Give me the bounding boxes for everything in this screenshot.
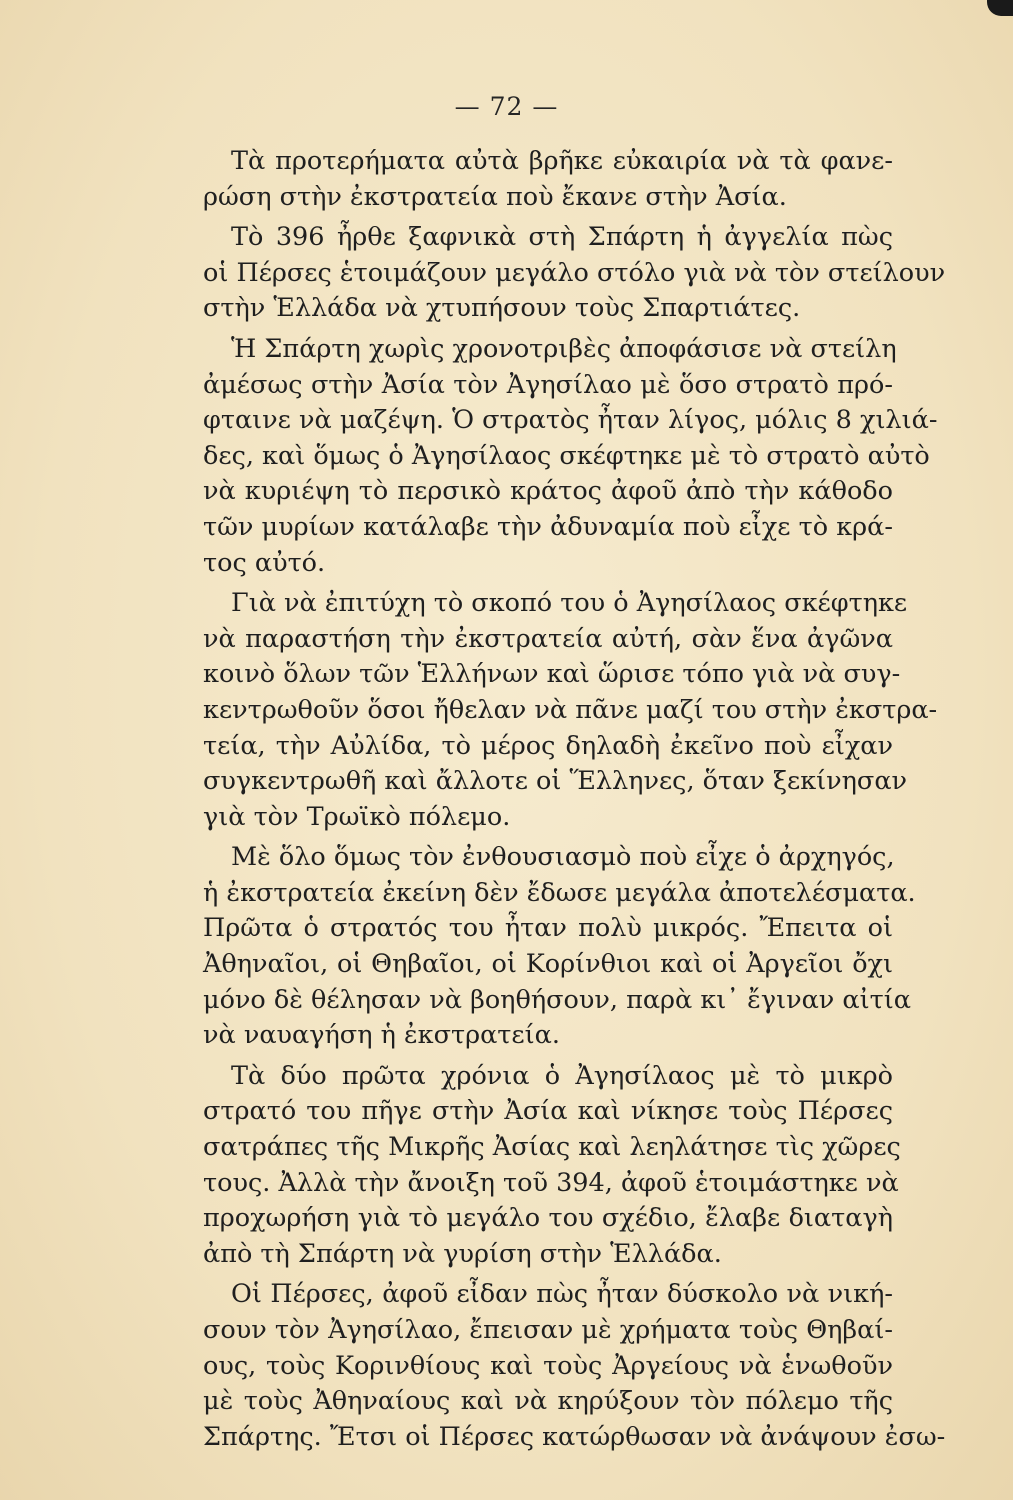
paragraph — [203, 332, 938, 581]
text-line: συγκεντρωθῆ καὶ ἄλλοτε οἱ Ἕλληνες, ὅταν ξεκίνησαν — [203, 766, 908, 797]
text-line: Γιὰ νὰ ἐπιτύχη τὸ σκοπό του ὁ Ἀγησίλαος σκέφτηκε — [231, 588, 908, 619]
text-line: στρατό του πῆγε στὴν Ἀσία καὶ νίκησε τοὺς Πέρσες — [203, 1096, 893, 1127]
text-line: προχωρήση γιὰ τὸ μεγάλο του σχέδιο, ἔλαβε διαταγὴ — [203, 1203, 893, 1234]
text-line: γιὰ τὸν Τρωϊκὸ πόλεμο. — [203, 801, 511, 832]
text-line: Οἱ Πέρσες, ἀφοῦ εἶδαν πὼς ἦταν δύσκολο νὰ νική- — [231, 1279, 893, 1310]
text-line: κοινὸ ὅλων τῶν Ἑλλήνων καὶ ὥρισε τόπο γιὰ νὰ συγ- — [203, 659, 901, 690]
text-line: Τὸ 396 ἦρθε ξαφνικὰ στὴ Σπάρτη ἡ ἀγγελία πὼς — [231, 222, 893, 253]
text-line: Μὲ ὅλο ὅμως τὸν ἐνθουσιασμὸ ποὺ εἶχε ὁ ἀρχηγός, — [231, 842, 895, 873]
body-text — [203, 144, 946, 1455]
text-line: Ἀθηναῖοι, οἱ Θηβαῖοι, οἱ Κορίνθιοι καὶ οἱ Ἀργεῖοι ὄχι — [203, 949, 893, 980]
text-line: Τὰ δύο πρῶτα χρόνια ὁ Ἀγησίλαος μὲ τὸ μικρὸ — [231, 1060, 893, 1091]
paragraph — [203, 1277, 946, 1455]
paragraph — [203, 586, 938, 835]
text-line: Σπάρτης. Ἔτσι οἱ Πέρσες κατώρθωσαν νὰ ἀνάψουν ἐσω- — [203, 1421, 946, 1452]
text-line: ἡ ἐκστρατεία ἐκείνη δὲν ἔδωσε μεγάλα ἀποτελέσματα. — [203, 877, 916, 908]
paragraph — [203, 220, 946, 327]
text-line: νὰ ναυαγήση ἡ ἐκστρατεία. — [203, 1020, 560, 1051]
text-line: φταινε νὰ μαζέψη. Ὁ στρατὸς ἦταν λίγος, μόλις 8 χιλιά- — [203, 405, 938, 436]
text-line: Τὰ προτερήματα αὐτὰ βρῆκε εὐκαιρία νὰ τὰ φανε- — [231, 146, 893, 176]
text-line: ἀπὸ τὴ Σπάρτη νὰ γυρίση στὴν Ἑλλάδα. — [203, 1238, 722, 1269]
text-line: μόνο δὲ θέλησαν νὰ βοηθήσουν, παρὰ κι᾿ ἔγιναν αἰτία — [203, 984, 911, 1015]
text-line: δες, καὶ ὅμως ὁ Ἀγησίλαος σκέφτηκε μὲ τὸ στρατὸ αὐτὸ — [203, 440, 930, 471]
text-line: τεία, τὴν Αὐλίδα, τὸ μέρος δηλαδὴ ἐκεῖνο ποὺ εἶχαν — [203, 730, 893, 761]
text-line: μὲ τοὺς Ἀθηναίους καὶ νὰ κηρύξουν τὸν πόλεμο τῆς — [203, 1386, 893, 1417]
paragraph — [203, 1059, 901, 1273]
text-line: κεντρωθοῦν ὅσοι ἤθελαν νὰ πᾶνε μαζί του στὴν ἐκστρα- — [203, 694, 938, 725]
text-line: τους. Ἀλλὰ τὴν ἄνοιξη τοῦ 394, ἀφοῦ ἑτοιμάστηκε νὰ — [203, 1167, 899, 1198]
page-number: — 72 — — [454, 92, 559, 121]
text-line: ους, τοὺς Κορινθίους καὶ τοὺς Ἀργείους νὰ ἑνωθοῦν — [203, 1350, 893, 1381]
paragraph — [203, 840, 916, 1054]
text-line: Ἡ Σπάρτη χωρὶς χρονοτριβὲς ἀποφάσισε νὰ στείλη — [231, 333, 897, 364]
text-line: τῶν μυρίων κατάλαβε τὴν ἀδυναμία ποὺ εἶχε τὸ κρά- — [203, 511, 893, 542]
text-line: οἱ Πέρσες ἑτοιμάζουν μεγάλο στόλο γιὰ νὰ τὸν στείλουν — [203, 257, 946, 288]
text-line: νὰ παραστήση τὴν ἐκστρατεία αὐτή, σὰν ἕνα ἀγῶνα — [203, 623, 893, 654]
paragraph — [203, 144, 893, 215]
text-line: σατράπες τῆς Μικρῆς Ἀσίας καὶ λεηλάτησε τὶς χῶρες — [203, 1132, 901, 1163]
text-line: σουν τὸν Ἀγησίλαο, ἔπεισαν μὲ χρήματα τοὺς Θηβαί- — [203, 1315, 893, 1345]
text-line: νὰ κυριέψη τὸ περσικὸ κράτος ἀφοῦ ἀπὸ τὴν κάθοδο — [203, 476, 893, 507]
corner-ink-mark — [987, 0, 1013, 16]
text-line: τος αὐτό. — [203, 547, 326, 578]
text-line: ρώση στὴν ἐκστρατεία ποὺ ἔκανε στὴν Ἀσία. — [203, 181, 787, 212]
text-line: ἀμέσως στὴν Ἀσία τὸν Ἀγησίλαο μὲ ὅσο στρατὸ πρό- — [203, 369, 893, 400]
text-line: στὴν Ἑλλάδα νὰ χτυπήσουν τοὺς Σπαρτιάτες. — [203, 293, 801, 324]
text-line: Πρῶτα ὁ στρατός του ἦταν πολὺ μικρός. Ἔπειτα οἱ — [203, 913, 893, 944]
